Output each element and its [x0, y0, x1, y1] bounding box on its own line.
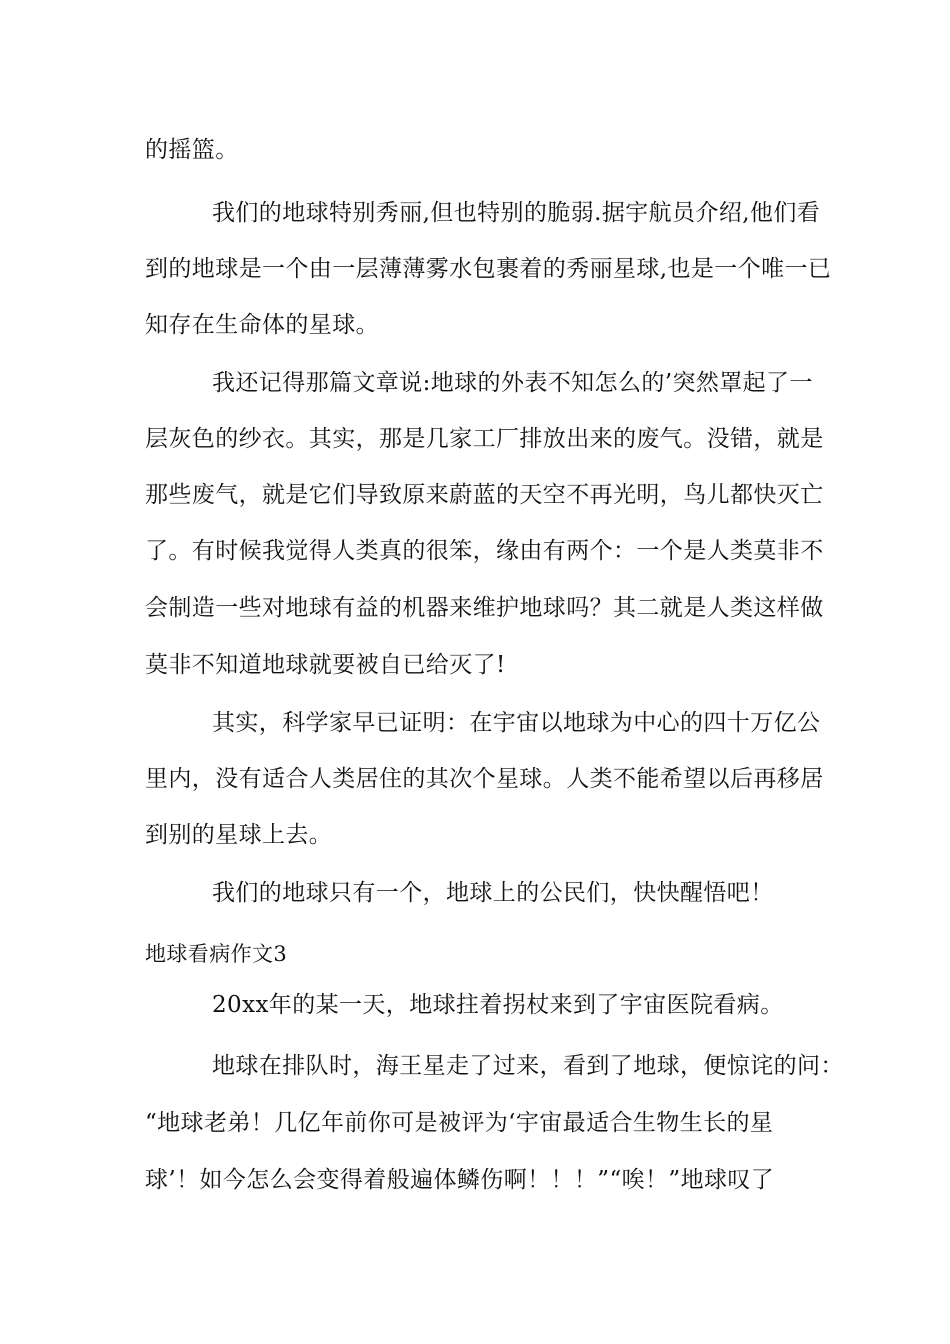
text-line: 莫非不知道地球就要被自已给灭了! [145, 652, 506, 678]
text-line: 的摇篮。 [145, 137, 239, 163]
text-line: 到的地球是一个由一层薄薄雾水包裹着的秀丽星球,也是一个唯一已 [145, 256, 832, 282]
text-line: 到别的星球上去。 [145, 822, 333, 848]
text-line: 球’！如今怎么会变得着般遍体鳞伤啊！！！”“唉！”地球叹了 [145, 1167, 775, 1193]
paragraph-line: 其实，科学家早已证明：在宇宙以地球为中心的四十万亿公 [212, 710, 821, 736]
paragraph-line: 地球在排队时，海王星走了过来，看到了地球，便惊诧的问： [212, 1053, 844, 1079]
text-line: 了。有时候我觉得人类真的很笨，缘由有两个：一个是人类莫非不 [145, 538, 824, 564]
text-line: 知存在生命体的星球。 [145, 312, 379, 338]
text-line: 那些废气，就是它们导致原来蔚蓝的天空不再光明，鸟儿都快灭亡 [145, 482, 824, 508]
paragraph-line: 我还记得那篇文章说:地球的外表不知怎么的’突然罩起了一 [212, 370, 813, 396]
text-line: 会制造一些对地球有益的机器来维护地球吗？其二就是人类这样做 [145, 595, 824, 621]
paragraph-line: 我们的地球只有一个，地球上的公民们，快快醒悟吧！ [212, 880, 774, 906]
text-line: 里内，没有适合人类居住的其次个星球。人类不能希望以后再移居 [145, 766, 824, 792]
paragraph-line: 我们的地球特别秀丽,但也特别的脆弱.据宇航员介绍,他们看 [212, 200, 821, 226]
section-heading: 地球看病作文3 [145, 942, 288, 966]
paragraph-line: 20xx年的某一天，地球拄着拐杖来到了宇宙医院看病。 [212, 992, 784, 1018]
text-line: “地球老弟！几亿年前你可是被评为‘宇宙最适合生物生长的星 [145, 1110, 774, 1136]
text-line: 层灰色的纱衣。其实，那是几家工厂排放出来的废气。没错，就是 [145, 426, 824, 452]
